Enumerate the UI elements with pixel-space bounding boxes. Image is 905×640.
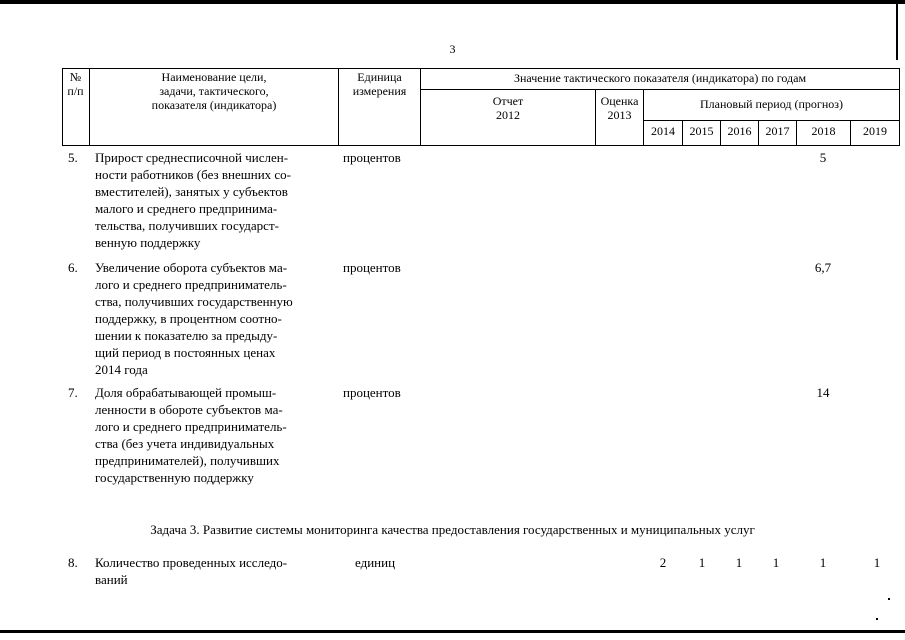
unit: процентов (343, 385, 401, 400)
unit: единиц (355, 555, 396, 570)
row-number: 7. (68, 385, 78, 400)
header-year: 2016 (727, 124, 752, 138)
value-2018: 5 (819, 150, 827, 165)
unit: процентов (343, 150, 401, 165)
scan-speck (876, 618, 878, 620)
top-border-rule (0, 0, 905, 4)
value-2018: 1 (819, 555, 827, 570)
scan-speck (888, 598, 890, 600)
unit: процентов (343, 260, 401, 275)
indicator-name: Доля обрабатывающей промыш- ленности в обороте субъектов ма- лого и среднего предприниматель- ства (без учета индивидуальных предпринимателей), получивших государственную поддержку (95, 385, 287, 485)
header-plan-group: Плановый период (прогноз) (700, 97, 843, 111)
header-name: Наименование цели, задачи, тактического, показателя (индикатора) (151, 70, 277, 112)
header-unit: Единица измерения (352, 70, 407, 98)
indicator-name: Прирост среднесписочной числен- ности работников (без внешних со- вместителей), занятых у субъектов малого и среднего предпринима- тельства, получивших государст- венную поддержку (95, 150, 292, 250)
header-year: 2018 (811, 124, 836, 138)
page-number: 3 (449, 42, 456, 56)
header-bottom-line (62, 145, 900, 146)
row-number: 5. (68, 150, 78, 165)
value-2018: 6,7 (814, 260, 832, 275)
value-2014: 2 (659, 555, 667, 570)
header-estimate: Оценка 2013 (600, 94, 639, 122)
row-number: 8. (68, 555, 78, 570)
header-year: 2015 (689, 124, 714, 138)
table-header (0, 68, 905, 146)
value-2018: 14 (816, 385, 830, 400)
header-value-group: Значение тактического показателя (индикатора) по годам (513, 71, 807, 85)
header-report: Отчет 2012 (492, 94, 524, 122)
header-num: № п/п (67, 70, 84, 98)
value-2016: 1 (735, 555, 743, 570)
header-vline (899, 68, 900, 146)
header-top-line (62, 68, 900, 69)
value-2017: 1 (772, 555, 780, 570)
value-2015: 1 (698, 555, 706, 570)
header-year: 2014 (651, 124, 675, 138)
row-number: 6. (68, 260, 78, 275)
bottom-border-rule (0, 630, 905, 633)
indicator-name: Количество проведенных исследо- ваний (95, 555, 288, 587)
task-heading: Задача 3. Развитие системы мониторинга качества предоставления государственных и муниципальных услуг (150, 522, 755, 537)
header-year: 2019 (863, 124, 887, 138)
header-year: 2017 (765, 124, 790, 138)
header-value-group-line (420, 89, 900, 90)
indicator-name: Увеличение оборота субъектов ма- лого и среднего предприниматель- ства, получивших государственную поддержку, в процентном соотно- шении к показателю за предыду- щий период в постоянных ценах 2014 года (95, 260, 293, 377)
value-2019: 1 (873, 555, 881, 570)
